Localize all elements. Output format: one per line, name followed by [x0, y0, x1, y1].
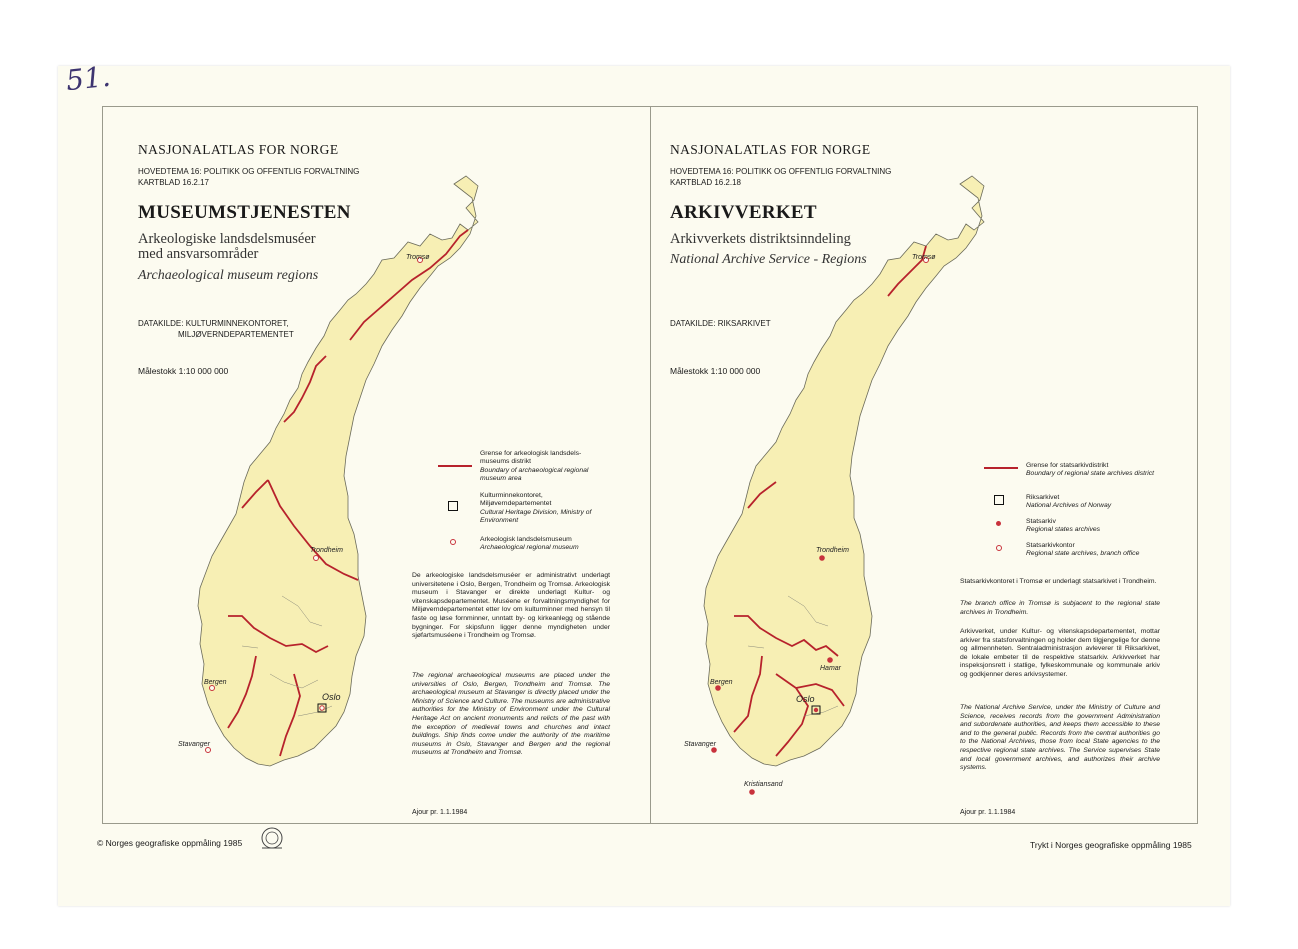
archive-bergen — [715, 685, 721, 691]
archive-kristiansand — [749, 789, 755, 795]
map-subtitle-english: National Archive Service - Regions — [670, 252, 867, 267]
place-stavanger: Stavanger — [178, 741, 210, 748]
description-en: The regional archaeological museums are placed under the universities of Oslo, Bergen, Trondheim and Tromsø. The archaeological museum at Stavanger is directly placed under the Ministry of Science and Culture. The museums are administrative authorities for the Ministry of Environment under the Cultural Heritage Act on ancient monuments and relicts of the past with the exception of medieval towns and churches and intact buildings. Ship finds come under the authority of the maritime museums in Oslo, Stavanger and Bergen and the regional museums at Trondheim and Tromsø. — [412, 672, 610, 757]
museum-stavanger — [206, 748, 211, 753]
legend-item — [434, 450, 610, 484]
boundary-symbol — [438, 465, 472, 467]
square-symbol — [448, 501, 458, 511]
place-tromso: Tromsø — [406, 254, 430, 261]
museum-trondheim — [314, 556, 319, 561]
note-en: The branch office in Tromsø is subjacent to the regional state archives in Trondheim. — [960, 600, 1160, 616]
sheet-line: KARTBLAD 16.2.18 — [670, 178, 742, 187]
map-title: MUSEUMSTJENESTEN — [138, 202, 351, 223]
legend-item — [980, 518, 1156, 535]
place-kristiansand: Kristiansand — [744, 781, 783, 788]
map-scale: Målestokk 1:10 000 000 — [138, 366, 229, 376]
dot-symbol — [996, 521, 1001, 526]
legend-item — [980, 462, 1156, 479]
copyright: © Norges geografiske oppmåling 1985 — [97, 838, 243, 848]
archive-hamar — [827, 657, 833, 663]
place-trondheim: Trondheim — [310, 547, 343, 554]
place-hamar: Hamar — [820, 665, 842, 672]
legend-label: Statsarkiv — [1026, 518, 1056, 525]
source-line: DATAKILDE: KULTURMINNEKONTORET, — [138, 319, 289, 328]
map-title: ARKIVVERKET — [670, 202, 817, 223]
norway-landmass — [704, 176, 984, 766]
museum-bergen — [210, 686, 215, 691]
panel-archive-service — [650, 106, 1198, 824]
subtitle-line: Arkeologiske landsdelsmuséer — [138, 231, 316, 247]
update-date: Ajour pr. 1.1.1984 — [412, 809, 468, 816]
legend-item — [434, 492, 610, 526]
archive-oslo — [814, 708, 818, 712]
legend-label-en: National Archives of Norway — [1026, 502, 1112, 510]
place-bergen: Bergen — [710, 679, 733, 686]
print-credit: Trykt i Norges geografiske oppmåling 1985 — [1030, 840, 1192, 850]
panel-museum-service — [102, 106, 650, 824]
legend-label-en: Boundary of regional state archives district — [1026, 470, 1155, 478]
source-line: DATAKILDE: RIKSARKIVET — [670, 319, 771, 328]
square-symbol — [994, 495, 1004, 505]
theme-line: HOVEDTEMA 16: POLITIKK OG OFFENTLIG FORVALTNING — [670, 167, 892, 176]
legend-item — [434, 536, 610, 553]
place-stavanger: Stavanger — [684, 741, 716, 748]
atlas-title: NASJONALATLAS FOR NORGE — [138, 142, 339, 157]
legend-label-en: Regional state archives, branch office — [1026, 550, 1140, 558]
circle-symbol — [450, 539, 456, 545]
archive-trondheim — [819, 555, 825, 561]
subtitle-line: Arkivverkets distriktsinndeling — [670, 231, 851, 247]
update-date: Ajour pr. 1.1.1984 — [960, 809, 1016, 816]
subtitle-line: med ansvarsområder — [138, 246, 259, 262]
legend-label: Riksarkivet — [1026, 494, 1060, 501]
museum-oslo — [320, 706, 324, 710]
archive-stavanger — [711, 747, 717, 753]
place-tromso: Tromsø — [912, 254, 936, 261]
description-no: Arkivverket, under Kultur- og vitenskapsdepartementet, mottar arkiver fra statsforvaltningen og holder dem tilgjengelige for denne og allmennheten. Sentraladministrasjon avleverer til Riksarkivet, de lokale embeter til de respektive statsarkiv. Arkivverket har inspeksjonsrett i statlige, fylkeskommunale og kommunale arkiv og godkjenner deres arkivsystemer. — [960, 628, 1160, 678]
sheet-number: 51. — [64, 59, 113, 98]
legend-label-en: Regional states archives — [1026, 526, 1101, 534]
map-scale: Målestokk 1:10 000 000 — [670, 366, 761, 376]
legend-label-en: Boundary of archaeological regional museum area — [480, 466, 589, 483]
theme-line: HOVEDTEMA 16: POLITIKK OG OFFENTLIG FORVALTNING — [138, 167, 360, 176]
legend-label: Statsarkivkontor — [1026, 542, 1075, 549]
description-en: The National Archive Service, under the Ministry of Culture and Science, receives records from the government Administration and subordenate authorities, and keeps them accessible to these and to the general public. Records from the central authorities go to the National Archives, those from local State agencies to the respective regional state archives. The Service supervises State and local government archives, and authorizes their archive systems. — [960, 704, 1160, 772]
place-oslo: Oslo — [796, 694, 815, 704]
ngo-logo-icon — [258, 826, 286, 850]
atlas-title: NASJONALATLAS FOR NORGE — [670, 142, 871, 157]
sheet-line: KARTBLAD 16.2.17 — [138, 178, 210, 187]
norway-map — [684, 176, 984, 816]
legend-item — [980, 494, 1156, 511]
place-bergen: Bergen — [204, 679, 227, 686]
legend-label-en: Archaeological regional museum — [480, 544, 579, 552]
place-trondheim: Trondheim — [816, 547, 849, 554]
description-no: De arkeologiske landsdelsmuséer er administrativt underlagt universitetene i Oslo, Bergen, Trondheim og Tromsø. Arkeologisk museum i Stavanger er direkte underlagt Kultur- og vitenskapsdepartementet. Muséene er forvaltningsmyndighet for Miljøverndepartementet etter lov om kulturminner med hensyn til faste og løse fornminner, unntatt by- og kirkeanlegg og stående bygninger. For skipsfunn ligger denne myndigheten under sjøfartsmuséene i Trondheim og Tromsø. — [412, 572, 610, 640]
legend-label: Grense for arkeologisk landsdels-museums distrikt — [480, 450, 582, 466]
legend-label: Arkeologisk landsdelsmuseum — [480, 536, 572, 543]
legend-item — [980, 542, 1156, 559]
map-subtitle-english: Archaeological museum regions — [138, 268, 319, 283]
circle-symbol — [996, 545, 1002, 551]
boundary-symbol — [984, 467, 1018, 469]
note-no: Statsarkivkontoret i Tromsø er underlagt statsarkivet i Trondheim. — [960, 578, 1157, 585]
source-line: MILJØVERNDEPARTEMENTET — [178, 330, 294, 339]
legend-label: Kulturminnekontoret, Miljøverndepartementet — [480, 492, 552, 508]
legend-label-en: Cultural Heritage Division, Ministry of Environment — [480, 508, 592, 525]
legend-label: Grense for statsarkivdistrikt — [1026, 462, 1109, 469]
place-oslo: Oslo — [322, 692, 341, 702]
